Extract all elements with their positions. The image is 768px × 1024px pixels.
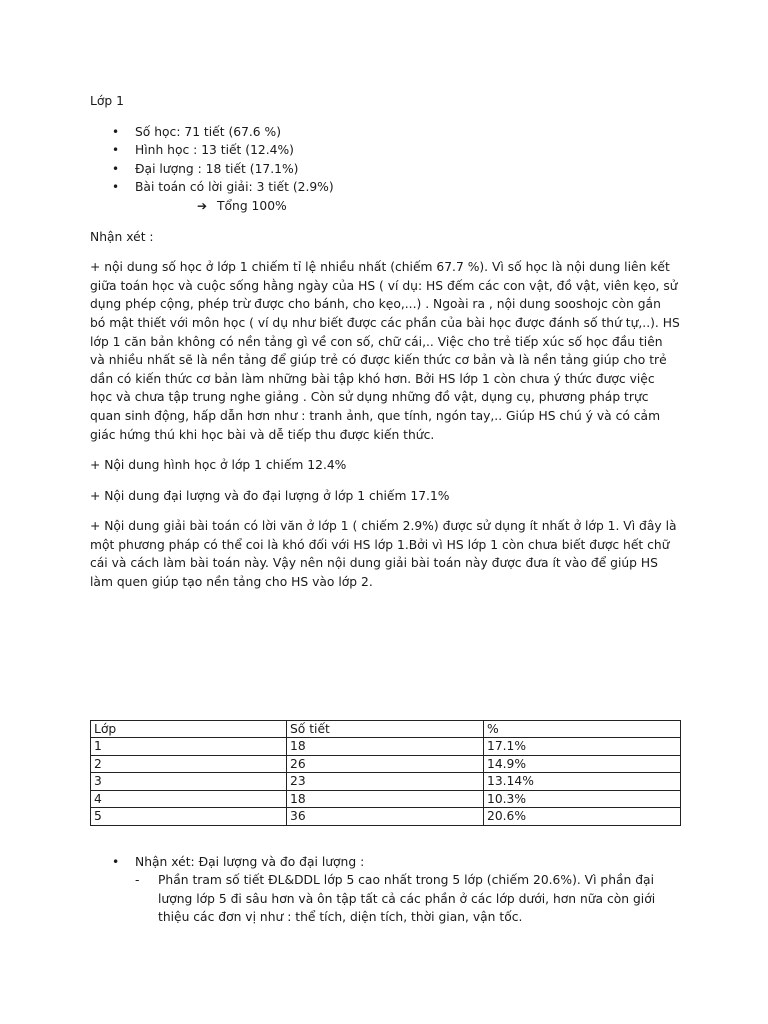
table-row	[91, 808, 681, 826]
table-cell: 23	[287, 773, 484, 791]
blank-space	[90, 604, 680, 720]
arrow-right-icon: ➔	[197, 198, 208, 213]
list-item	[90, 141, 680, 160]
remark-bullet	[90, 853, 680, 872]
table-cell: 36	[287, 808, 484, 826]
total-line	[90, 197, 680, 216]
table-header-cell: Số tiết	[287, 720, 484, 738]
paragraph: + Nội dung đại lượng và đo đại lượng ở lớp 1 chiếm 17.1%	[90, 488, 450, 503]
paragraph: + Nội dung hình học ở lớp 1 chiếm 12.4%	[90, 458, 347, 473]
table-row	[91, 773, 681, 791]
table-cell: 10.3%	[484, 790, 681, 808]
table-cell: 2	[91, 755, 287, 773]
table-header-cell: Lớp	[91, 720, 287, 738]
table-cell: 3	[91, 773, 287, 791]
bullet-icon: •	[112, 161, 120, 176]
remark-heading: Nhận xét :	[90, 229, 154, 244]
dash-icon: -	[135, 873, 140, 888]
table-row	[91, 755, 681, 773]
table-cell: 1	[91, 738, 287, 756]
list-item	[90, 160, 680, 179]
bullet-icon: •	[112, 180, 120, 195]
paragraph: + nội dung số học ở lớp 1 chiếm tỉ lệ nhiều nhất (chiếm 67.7 %). Vì số học là nội dung liên kết giữa toán học và cuộc sống hằng ngày của HS ( ví dụ: HS đếm các con vật, đồ vật, viên kẹo, sử dụng phép cộng, phép trừ được cho bánh, cho kẹo,...) . Ngoài ra , nội dung sooshojc còn gắn bó mật thiết với môn học ( ví dụ như biết được các phần của bài học được đánh số thứ tự,..). HS lớp 1 căn bản không có nền tảng gì về con số, chữ cái,.. Việc cho trẻ tiếp xúc số học đầu tiên và nhiều nhất sẽ là nền tảng để giúp trẻ có được kiến thức cơ bản và là nền tảng giúp cho trẻ dần có kiến thức cơ bản làm những bài tập khó hơn. Bởi HS lớp 1 còn chưa ý thức được việc học và chưa tập trung nghe giảng . Còn sử dụng những đồ vật, dụng cụ, phương pháp trực quan sinh động, hấp dẫn hơn như : tranh ảnh, que tính, ngón tay,.. Giúp HS chú ý và có cảm giác hứng thú khi học bài và dễ tiếp thu được kiến thức.	[90, 260, 680, 442]
paragraph: + Nội dung giải bài toán có lời văn ở lớp 1 ( chiếm 2.9%) được sử dụng ít nhất ở lớp 1. Vì đây là một phương pháp có thể coi là khó đối với HS lớp 1.Bởi vì HS lớp 1 còn chưa biết được hết chữ cái và cách làm bài toán này. Vậy nên nội dung giải bài toán này được đưa ít vào để giúp HS làm quen giúp tạo nền tảng cho HS vào lớp 2.	[90, 519, 677, 590]
remark-heading-text: Nhận xét: Đại lượng và đo đại lượng :	[135, 854, 365, 869]
periods-table	[90, 720, 681, 826]
table-header-cell: %	[484, 720, 681, 738]
table-cell: 4	[91, 790, 287, 808]
table-cell: 18	[287, 790, 484, 808]
remark-section	[90, 853, 680, 927]
list-item-text: Số học: 71 tiết (67.6 %)	[135, 124, 282, 139]
bullet-icon: •	[112, 124, 120, 139]
table-header-row	[91, 720, 681, 738]
section-title: Lớp 1	[90, 94, 124, 108]
table-cell: 18	[287, 738, 484, 756]
bullet-icon: •	[112, 143, 120, 158]
list-item-text: Đại lượng : 18 tiết (17.1%)	[135, 161, 299, 176]
list-item	[90, 178, 680, 197]
table-cell: 26	[287, 755, 484, 773]
bullet-icon: •	[112, 854, 120, 869]
document-page	[90, 92, 680, 927]
total-text: Tổng 100%	[217, 198, 287, 213]
list-item-text: Hình học : 13 tiết (12.4%)	[135, 143, 294, 158]
list-item	[90, 123, 680, 142]
table-row	[91, 738, 681, 756]
table-cell: 5	[91, 808, 287, 826]
table-cell: 14.9%	[484, 755, 681, 773]
table-row	[91, 790, 681, 808]
table-cell: 20.6%	[484, 808, 681, 826]
table-cell: 13.14%	[484, 773, 681, 791]
table-cell: 17.1%	[484, 738, 681, 756]
remark-sub-item	[90, 871, 680, 927]
stats-list	[90, 123, 680, 197]
list-item-text: Bài toán có lời giải: 3 tiết (2.9%)	[135, 180, 334, 195]
remark-sub-item-text: Phần tram số tiết ĐL&DDL lớp 5 cao nhất trong 5 lớp (chiếm 20.6%). Vì phần đại lượng lớp 5 đi sâu hơn và ôn tập tất cả các phần ở các lớp dưới, hơn nữa còn giới thiệu các đơn vị như : thể tích, diện tích, thời gian, vận tốc.	[158, 873, 656, 925]
